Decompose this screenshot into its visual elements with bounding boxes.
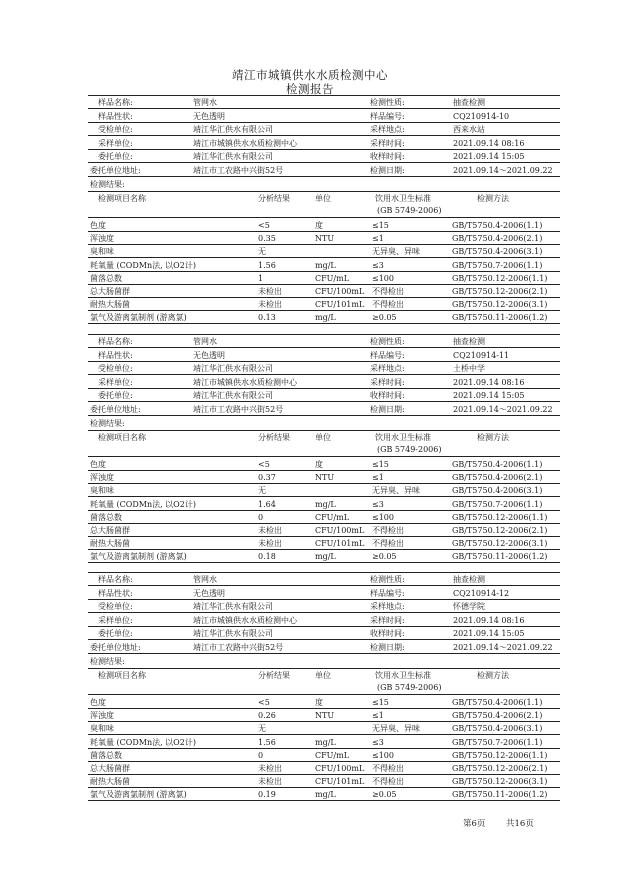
result-unit: 度 <box>315 221 323 230</box>
result-unit: mg/L <box>315 499 336 509</box>
divider-line <box>88 510 560 511</box>
result-standard: 不得检出 <box>372 526 404 535</box>
col-header-unit: 单位 <box>315 671 331 680</box>
result-standard: 无异臭、异味 <box>372 724 420 734</box>
client-unit-label: 受检单位: <box>98 602 133 611</box>
result-method: GB/T5750.4-2006(2.1) <box>452 473 543 483</box>
result-value: 未检出 <box>258 777 282 787</box>
result-unit: CFU/100mL <box>315 764 365 773</box>
divider-line <box>88 284 560 285</box>
sampling-unit-label: 采样单位: <box>98 615 133 625</box>
entrust-address-label: 委托单位地址: <box>90 404 141 414</box>
result-item-name: 总大肠菌群 <box>90 526 130 535</box>
divider-line <box>88 612 560 613</box>
result-standard: ≤3 <box>372 260 384 270</box>
entrust-address-label: 委托单位地址: <box>90 165 141 175</box>
result-standard: ≤3 <box>372 737 384 747</box>
test-date-value: 2021.09.14～2021.09.22 <box>453 642 553 652</box>
result-method: GB/T5750.12-2006(1.1) <box>452 273 548 283</box>
receive-time-value: 2021.09.14 15:05 <box>453 391 525 400</box>
result-method: GB/T5750.4-2006(3.1) <box>452 247 543 257</box>
divider-line <box>88 456 560 457</box>
result-method: GB/T5750.7-2006(1.1) <box>452 260 543 270</box>
result-standard: ≤15 <box>372 221 389 230</box>
divider-line <box>88 496 560 497</box>
result-unit: CFU/mL <box>315 512 350 522</box>
result-method: GB/T5750.4-2006(3.1) <box>452 486 543 496</box>
sample-name-value: 管网水 <box>193 98 217 107</box>
result-value: 未检出 <box>258 287 282 296</box>
entrust-unit-label: 委托单位: <box>98 391 133 400</box>
sample-no-value: CQ210914-11 <box>453 350 510 360</box>
client-unit-value: 靖江华汇供水有限公司 <box>193 602 273 611</box>
sampling-site-label: 采样地点: <box>370 602 405 611</box>
result-unit: CFU/101mL <box>315 777 365 787</box>
sampling-time-label: 采样时间: <box>370 615 405 625</box>
sampling-site-label: 采样地点: <box>370 125 405 134</box>
result-value: <5 <box>258 698 270 707</box>
result-method: GB/T5750.11-2006(1.2) <box>452 552 548 562</box>
result-method: GB/T5750.7-2006(1.1) <box>452 737 543 747</box>
test-date-value: 2021.09.14～2021.09.22 <box>453 404 553 414</box>
result-item-name: 菌落总数 <box>90 750 122 760</box>
sampling-unit-value: 靖江市城镇供水水质检测中心 <box>193 377 297 387</box>
results-label: 检测结果: <box>90 180 125 189</box>
divider-line <box>88 271 560 272</box>
sample-nature-value: 无色透明 <box>193 588 225 598</box>
divider-line <box>88 761 560 762</box>
result-method: GB/T5750.7-2006(1.1) <box>452 499 543 509</box>
divider-line <box>88 774 560 775</box>
divider-line <box>88 244 560 245</box>
report-section-3 <box>0 572 620 812</box>
test-date-label: 检测日期: <box>370 165 405 175</box>
sample-name-label: 样品名称: <box>98 98 133 107</box>
divider-line <box>88 787 560 788</box>
result-unit: CFU/100mL <box>315 526 365 535</box>
test-nature-label: 检测性质: <box>370 98 405 107</box>
report-subtitle: 检测报告 <box>286 82 334 96</box>
result-standard: ≤100 <box>372 750 394 760</box>
sample-nature-label: 样品性状: <box>98 588 133 598</box>
sampling-unit-label: 采样单位: <box>98 138 133 148</box>
result-method: GB/T5750.4-2006(3.1) <box>452 724 543 734</box>
result-value: 无 <box>258 486 266 496</box>
divider-line <box>88 149 560 150</box>
result-value: 0.35 <box>258 234 276 244</box>
client-unit-label: 受检单位: <box>98 125 133 134</box>
col-header-method: 检测方法 <box>477 194 509 203</box>
result-unit: NTU <box>315 711 335 721</box>
result-unit: CFU/mL <box>315 273 350 283</box>
result-value: 0.37 <box>258 473 276 483</box>
result-method: GB/T5750.12-2006(3.1) <box>452 300 548 310</box>
result-item-name: 浑浊度 <box>90 234 114 244</box>
entrust-unit-value: 靖江华汇供水有限公司 <box>193 391 273 400</box>
result-value: 1.56 <box>258 737 276 747</box>
result-standard: ≤1 <box>372 711 384 721</box>
sample-name-label: 样品名称: <box>98 575 133 584</box>
entrust-unit-label: 委托单位: <box>98 629 133 638</box>
sample-no-value: CQ210914-10 <box>453 111 510 121</box>
result-method: GB/T5750.12-2006(2.1) <box>452 526 548 535</box>
result-method: GB/T5750.12-2006(3.1) <box>452 539 548 549</box>
result-standard: ≤1 <box>372 473 384 483</box>
entrust-address-value: 靖江市工农路中兴街52号 <box>193 165 284 175</box>
result-unit: 度 <box>315 460 323 469</box>
divider-line <box>88 388 560 389</box>
result-method: GB/T5750.12-2006(2.1) <box>452 287 548 296</box>
result-standard: ≤100 <box>372 512 394 522</box>
result-value: 0.13 <box>258 313 276 323</box>
sampling-time-value: 2021.09.14 08:16 <box>453 138 525 148</box>
result-standard: 不得检出 <box>372 764 404 773</box>
sample-nature-value: 无色透明 <box>193 350 225 360</box>
sample-no-label: 样品编号: <box>370 588 405 598</box>
col-header-item: 检测项目名称 <box>98 433 146 442</box>
divider-line <box>88 122 560 123</box>
col-header-standard-ref: (GB 5749-2006) <box>377 683 442 692</box>
test-date-label: 检测日期: <box>370 642 405 652</box>
result-value: 1 <box>258 273 264 283</box>
results-label: 检测结果: <box>90 419 125 428</box>
sample-no-label: 样品编号: <box>370 111 405 121</box>
receive-time-label: 收样时间: <box>370 391 405 400</box>
divider-line <box>88 668 560 669</box>
result-item-name: 色度 <box>90 460 106 469</box>
col-header-standard: 饮用水卫生标准 <box>375 671 431 680</box>
divider-line <box>88 748 560 749</box>
sample-no-value: CQ210914-12 <box>453 588 510 598</box>
result-item-name: 氯气及游离氯制剂 (游离氯) <box>90 790 187 800</box>
divider-line <box>88 162 560 163</box>
sample-nature-label: 样品性状: <box>98 111 133 121</box>
divider-line <box>88 361 560 362</box>
sampling-time-label: 采样时间: <box>370 377 405 387</box>
result-item-name: 浑浊度 <box>90 473 114 483</box>
report-section-1 <box>0 95 620 335</box>
divider-line <box>88 347 560 348</box>
result-item-name: 氯气及游离氯制剂 (游离氯) <box>90 313 187 323</box>
result-item-name: 色度 <box>90 698 106 707</box>
result-method: GB/T5750.12-2006(2.1) <box>452 764 548 773</box>
divider-line <box>88 599 560 600</box>
result-standard: ≥0.05 <box>372 790 397 800</box>
result-method: GB/T5750.4-2006(1.1) <box>452 221 543 230</box>
result-value: 0.18 <box>258 552 276 562</box>
divider-line <box>88 572 560 573</box>
col-header-standard: 饮用水卫生标准 <box>375 194 431 203</box>
sampling-site-value: 西来水站 <box>453 125 485 134</box>
divider-line <box>88 721 560 722</box>
receive-time-value: 2021.09.14 15:05 <box>453 152 525 161</box>
result-unit: mg/L <box>315 313 336 323</box>
col-header-unit: 单位 <box>315 433 331 442</box>
result-value: 1.56 <box>258 260 276 270</box>
sample-nature-label: 样品性状: <box>98 350 133 360</box>
test-date-value: 2021.09.14～2021.09.22 <box>453 165 553 175</box>
entrust-address-value: 靖江市工农路中兴街52号 <box>193 642 284 652</box>
test-nature-value: 抽查检测 <box>453 98 485 107</box>
result-item-name: 臭和味 <box>90 486 114 496</box>
page-total: 共16页 <box>506 819 534 829</box>
result-standard: 不得检出 <box>372 777 404 787</box>
result-value: 0.19 <box>258 790 276 800</box>
divider-line <box>88 585 560 586</box>
result-method: GB/T5750.4-2006(1.1) <box>452 460 543 469</box>
sampling-time-value: 2021.09.14 08:16 <box>453 377 525 387</box>
result-item-name: 耗氧量 (CODMn法, 以O2计) <box>90 499 196 509</box>
divider-line <box>88 176 560 177</box>
result-value: 0.26 <box>258 711 276 721</box>
entrust-unit-label: 委托单位: <box>98 152 133 161</box>
result-method: GB/T5750.12-2006(3.1) <box>452 777 548 787</box>
divider-line <box>88 734 560 735</box>
divider-line <box>88 626 560 627</box>
result-item-name: 总大肠菌群 <box>90 764 130 773</box>
result-item-name: 耗氧量 (CODMn法, 以O2计) <box>90 260 196 270</box>
result-value: 1.64 <box>258 499 276 509</box>
entrust-unit-value: 靖江华汇供水有限公司 <box>193 152 273 161</box>
result-item-name: 浑浊度 <box>90 711 114 721</box>
receive-time-label: 收样时间: <box>370 629 405 638</box>
entrust-address-label: 委托单位地址: <box>90 642 141 652</box>
entrust-unit-value: 靖江华汇供水有限公司 <box>193 629 273 638</box>
page-number: 第6页 <box>463 819 486 829</box>
result-standard: 不得检出 <box>372 539 404 549</box>
divider-line <box>88 653 560 654</box>
result-method: GB/T5750.11-2006(1.2) <box>452 790 548 800</box>
result-value: 无 <box>258 247 266 257</box>
result-item-name: 氯气及游离氯制剂 (游离氯) <box>90 552 187 562</box>
result-unit: mg/L <box>315 552 336 562</box>
result-unit: NTU <box>315 234 335 244</box>
result-value: 未检出 <box>258 539 282 549</box>
result-item-name: 菌落总数 <box>90 273 122 283</box>
result-item-name: 总大肠菌群 <box>90 287 130 296</box>
col-header-result: 分析结果 <box>258 433 290 442</box>
col-header-item: 检测项目名称 <box>98 194 146 203</box>
result-unit: mg/L <box>315 737 336 747</box>
results-label: 检测结果: <box>90 657 125 666</box>
result-item-name: 臭和味 <box>90 247 114 257</box>
result-standard: ≤15 <box>372 460 389 469</box>
report-org-title: 靖江市城镇供水水质检测中心 <box>232 68 388 82</box>
col-header-standard-ref: (GB 5749-2006) <box>377 206 442 215</box>
divider-line <box>88 95 560 96</box>
result-standard: ≤15 <box>372 698 389 707</box>
result-standard: ≤3 <box>372 499 384 509</box>
divider-line <box>88 470 560 471</box>
test-nature-value: 抽查检测 <box>453 337 485 346</box>
divider-line <box>88 374 560 375</box>
col-header-standard: 饮用水卫生标准 <box>375 433 431 442</box>
result-standard: 无异臭、异味 <box>372 247 420 257</box>
result-item-name: 耗氧量 (CODMn法, 以O2计) <box>90 737 196 747</box>
divider-line <box>88 639 560 640</box>
result-value: 0 <box>258 512 264 522</box>
divider-line <box>88 401 560 402</box>
divider-line <box>88 523 560 524</box>
divider-line <box>88 108 560 109</box>
result-standard: 无异臭、异味 <box>372 486 420 496</box>
divider-line <box>88 415 560 416</box>
divider-line <box>88 191 560 192</box>
col-header-item: 检测项目名称 <box>98 671 146 680</box>
result-standard: ≥0.05 <box>372 552 397 562</box>
client-unit-label: 受检单位: <box>98 364 133 373</box>
divider-line <box>88 430 560 431</box>
result-unit: 度 <box>315 698 323 707</box>
result-unit: NTU <box>315 473 335 483</box>
divider-line <box>88 257 560 258</box>
result-standard: ≤100 <box>372 273 394 283</box>
sampling-site-value: 土桥中学 <box>453 364 485 373</box>
sampling-time-label: 采样时间: <box>370 138 405 148</box>
result-value: 未检出 <box>258 526 282 535</box>
result-unit: CFU/101mL <box>315 539 365 549</box>
divider-line <box>88 231 560 232</box>
divider-line <box>88 310 560 311</box>
divider-line <box>88 135 560 136</box>
result-method: GB/T5750.11-2006(1.2) <box>452 313 548 323</box>
divider-line <box>88 708 560 709</box>
result-unit: mg/L <box>315 260 336 270</box>
result-item-name: 耐热大肠菌 <box>90 777 130 787</box>
result-standard: ≤1 <box>372 234 384 244</box>
sampling-unit-value: 靖江市城镇供水水质检测中心 <box>193 615 297 625</box>
col-header-standard-ref: (GB 5749-2006) <box>377 445 442 454</box>
sample-name-value: 管网水 <box>193 575 217 584</box>
test-date-label: 检测日期: <box>370 404 405 414</box>
divider-line <box>88 483 560 484</box>
result-unit: CFU/mL <box>315 750 350 760</box>
result-standard: 不得检出 <box>372 300 404 310</box>
result-value: 未检出 <box>258 764 282 773</box>
sampling-unit-value: 靖江市城镇供水水质检测中心 <box>193 138 297 148</box>
divider-line <box>88 549 560 550</box>
sample-name-label: 样品名称: <box>98 337 133 346</box>
result-item-name: 臭和味 <box>90 724 114 734</box>
sample-nature-value: 无色透明 <box>193 111 225 121</box>
client-unit-value: 靖江华汇供水有限公司 <box>193 125 273 134</box>
col-header-method: 检测方法 <box>477 433 509 442</box>
col-header-result: 分析结果 <box>258 671 290 680</box>
receive-time-label: 收样时间: <box>370 152 405 161</box>
report-section-2 <box>0 334 620 574</box>
test-nature-value: 抽查检测 <box>453 575 485 584</box>
col-header-result: 分析结果 <box>258 194 290 203</box>
result-standard: ≥0.05 <box>372 313 397 323</box>
divider-line <box>88 334 560 335</box>
result-standard: 不得检出 <box>372 287 404 296</box>
col-header-unit: 单位 <box>315 194 331 203</box>
result-item-name: 耐热大肠菌 <box>90 300 130 310</box>
divider-line <box>88 536 560 537</box>
client-unit-value: 靖江华汇供水有限公司 <box>193 364 273 373</box>
result-item-name: 耐热大肠菌 <box>90 539 130 549</box>
sampling-site-label: 采样地点: <box>370 364 405 373</box>
result-method: GB/T5750.4-2006(2.1) <box>452 234 543 244</box>
divider-line <box>88 694 560 695</box>
result-unit: CFU/100mL <box>315 287 365 296</box>
divider-line <box>88 562 560 563</box>
test-nature-label: 检测性质: <box>370 575 405 584</box>
col-header-method: 检测方法 <box>477 671 509 680</box>
entrust-address-value: 靖江市工农路中兴街52号 <box>193 404 284 414</box>
sampling-time-value: 2021.09.14 08:16 <box>453 615 525 625</box>
result-method: GB/T5750.4-2006(1.1) <box>452 698 543 707</box>
sampling-unit-label: 采样单位: <box>98 377 133 387</box>
result-item-name: 色度 <box>90 221 106 230</box>
divider-line <box>88 297 560 298</box>
receive-time-value: 2021.09.14 15:05 <box>453 629 525 638</box>
result-value: 0 <box>258 750 264 760</box>
result-item-name: 菌落总数 <box>90 512 122 522</box>
divider-line <box>88 217 560 218</box>
result-value: <5 <box>258 460 270 469</box>
sampling-site-value: 怀德学院 <box>453 602 485 611</box>
sample-no-label: 样品编号: <box>370 350 405 360</box>
result-method: GB/T5750.4-2006(2.1) <box>452 711 543 721</box>
divider-line <box>88 323 560 324</box>
result-unit: CFU/101mL <box>315 300 365 310</box>
result-value: 无 <box>258 724 266 734</box>
result-method: GB/T5750.12-2006(1.1) <box>452 512 548 522</box>
result-value: 未检出 <box>258 300 282 310</box>
test-nature-label: 检测性质: <box>370 337 405 346</box>
divider-line <box>88 800 560 801</box>
result-value: <5 <box>258 221 270 230</box>
result-unit: mg/L <box>315 790 336 800</box>
result-method: GB/T5750.12-2006(1.1) <box>452 750 548 760</box>
sample-name-value: 管网水 <box>193 337 217 346</box>
